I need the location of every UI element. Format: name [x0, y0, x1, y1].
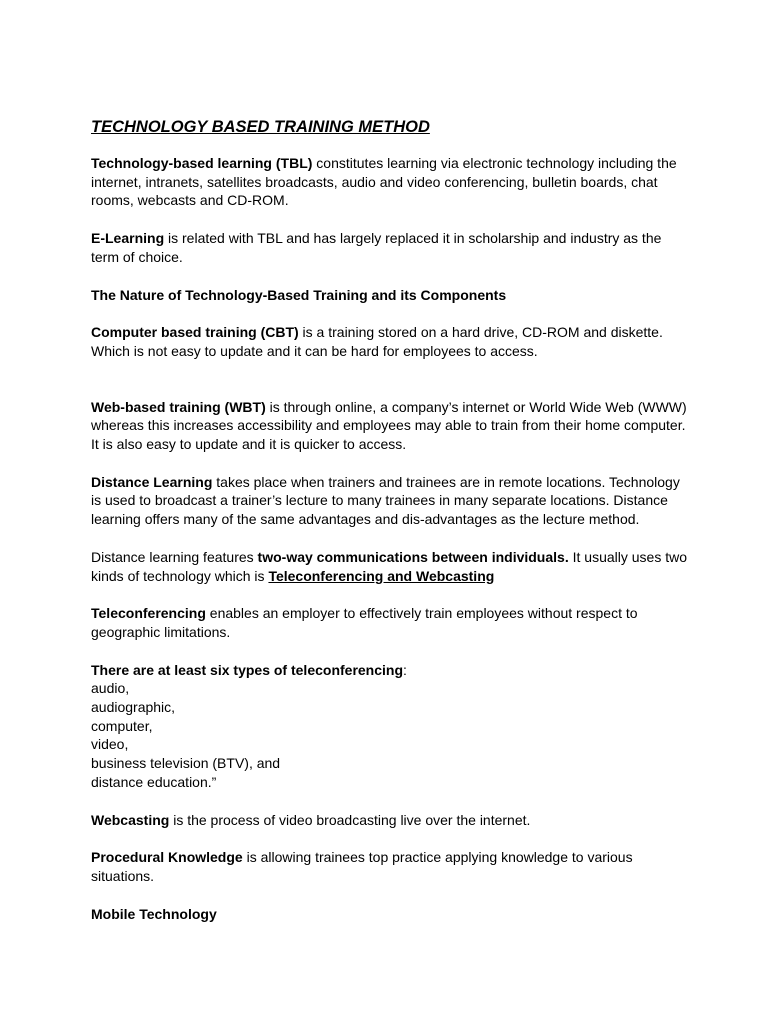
- mobile-heading-text: Mobile Technology: [91, 905, 217, 922]
- distance-features-bold: two-way communications between individuals.: [257, 548, 569, 565]
- document-title: TECHNOLOGY BASED TRAINING METHOD: [91, 118, 430, 136]
- paragraph-webcasting: [91, 811, 691, 830]
- text-tbl: constitutes learning via electronic technology including the internet, intranets, satellites broadcasts, audio and video conferencing, bulletin boards, chat rooms, webcasts and CD-ROM.: [91, 155, 677, 209]
- term-wbt: Web-based training (WBT): [91, 398, 266, 415]
- distance-features-middle: It usually uses two kinds of technology which is: [91, 548, 687, 584]
- term-procedural-knowledge: Procedural Knowledge: [91, 849, 243, 866]
- text-elearning: is related with TBL and has largely replaced it in scholarship and industry as the term of choice.: [91, 230, 662, 265]
- list-item: audiographic,: [91, 699, 176, 716]
- term-distance-learning: Distance Learning: [91, 473, 213, 490]
- distance-features-underlined: Teleconferencing and Webcasting: [268, 567, 495, 584]
- teleconferencing-types: [91, 661, 691, 792]
- text-distance-learning: takes place when trainers and trainees are in remote locations. Technology is used to broadcast a trainer’s lecture to many trainees in many separate locations. Distance learning offers many of the same advantages and dis-advantages as the lecture method.: [91, 473, 680, 528]
- paragraph-wbt: [91, 398, 691, 454]
- term-tbl: Technology-based learning (TBL): [91, 155, 313, 171]
- paragraph-procedural-knowledge: [91, 848, 691, 885]
- distance-features-lead: Distance learning features: [91, 548, 258, 565]
- text-wbt: is through online, a company’s internet or World Wide Web (WWW) whereas this increases accessibility and employees may able to train from their home computer. It is also easy to update and it is quicker to access.: [91, 398, 687, 453]
- document-page: [91, 116, 691, 942]
- types-heading-colon: :: [403, 661, 407, 678]
- list-item: business television (BTV), and: [91, 755, 281, 772]
- list-item: video,: [91, 736, 129, 753]
- paragraph-tbl: [91, 154, 691, 210]
- text-webcasting: is the process of video broadcasting live over the internet.: [169, 811, 531, 828]
- text-procedural-knowledge: is allowing trainees top practice applying knowledge to various situations.: [91, 849, 633, 884]
- text-teleconferencing: enables an employer to effectively train employees without respect to geographic limitations.: [91, 605, 638, 640]
- paragraph-elearning: [91, 229, 691, 266]
- text-cbt: is a training stored on a hard drive, CD-ROM and diskette. Which is not easy to update and it can be hard for employees to access.: [91, 324, 663, 359]
- paragraph-distance-learning: [91, 473, 691, 529]
- types-heading: [91, 661, 691, 680]
- list-item: distance education.”: [91, 773, 217, 790]
- term-teleconferencing: Teleconferencing: [91, 605, 206, 622]
- section-heading-mobile: [91, 905, 691, 924]
- nature-heading-text: The Nature of Technology-Based Training and its Components: [91, 286, 507, 303]
- paragraph-cbt: [91, 323, 691, 360]
- section-heading-nature: [91, 286, 691, 305]
- list-item: computer,: [91, 717, 153, 734]
- term-cbt: Computer based training (CBT): [91, 324, 299, 341]
- term-webcasting: Webcasting: [91, 811, 170, 828]
- types-heading-text: There are at least six types of teleconferencing: [91, 661, 404, 678]
- paragraph-distance-features: [91, 548, 691, 585]
- term-elearning: E-Learning: [91, 230, 165, 247]
- paragraph-teleconferencing: [91, 604, 691, 641]
- list-item: audio,: [91, 680, 130, 697]
